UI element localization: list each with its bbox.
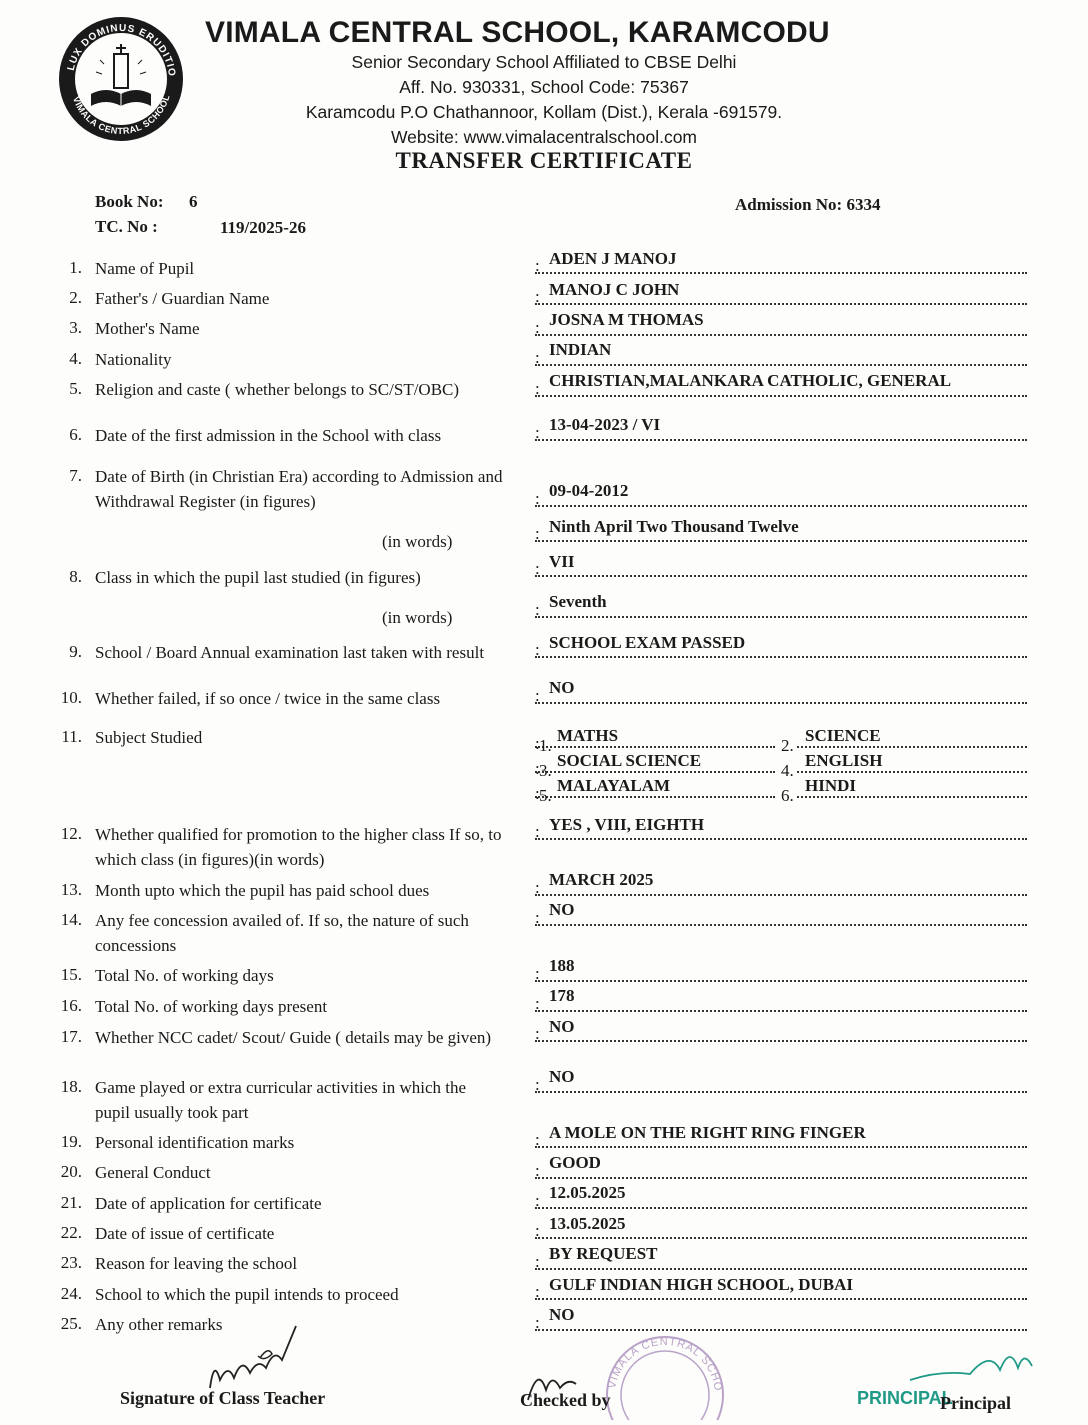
item-number: 11. (61, 727, 82, 746)
subject-name: SCIENCE (805, 726, 881, 745)
item-value-line: : (535, 816, 1027, 840)
item-value-line: : (535, 1018, 1027, 1042)
item-label: Name of Pupil (95, 259, 195, 278)
item-value-line: : (535, 342, 1027, 366)
item-label: Whether failed, if so once / twice in the same class (95, 689, 441, 708)
item-number: 4. (69, 349, 82, 368)
item-value: JOSNA M THOMAS (549, 310, 704, 329)
subject-number: 6. (781, 786, 794, 805)
item-number: 7. (69, 466, 82, 485)
item-value: MANOJ C JOHN (549, 280, 680, 299)
principal-label: Principal (940, 1393, 1011, 1413)
item-value: NO (549, 1017, 575, 1036)
subject-number: 2. (781, 736, 794, 755)
subject-number: 1. (539, 736, 552, 755)
tc-label: TC. No : (95, 217, 158, 236)
item-number: 22. (60, 1223, 82, 1242)
item-label: Nationality (95, 350, 172, 369)
item-value-line: : (535, 988, 1027, 1012)
subject-name: ENGLISH (805, 751, 883, 770)
item-number: 14. (60, 910, 82, 929)
item-value: VII (549, 552, 575, 571)
item-value: BY REQUEST (549, 1244, 658, 1263)
in-words-value-line: : (535, 518, 1027, 542)
item-label: Father's / Guardian Name (95, 289, 270, 308)
item-value-line: : (535, 1215, 1027, 1239)
school-seal-stamp (600, 1320, 730, 1425)
item-value-line: : (535, 553, 1027, 577)
in-words-value: Ninth April Two Thousand Twelve (549, 517, 799, 536)
item-value: 12.05.2025 (549, 1183, 626, 1202)
item-value-line: : (535, 1124, 1027, 1148)
item-label: Class in which the pupil last studied (in figures) (95, 568, 421, 587)
logo-motto: LUX DOMINUS ERUDITIO (65, 22, 178, 78)
subject-name: SOCIAL SCIENCE (557, 751, 702, 770)
item-label: Date of Birth (in Christian Era) according to Admission and Withdrawal Register (in figures) (95, 467, 503, 511)
subject-row-2: : 3. SOCIAL SCIENCE 4. ENGLISH (535, 751, 1027, 773)
item-number: 18. (60, 1077, 82, 1096)
codes-line: Aff. No. 930331, School Code: 75367 (399, 77, 689, 97)
item-value-line: : (535, 417, 1027, 441)
item-value-line: : (535, 1276, 1027, 1300)
item-value-line: : (535, 1185, 1027, 1209)
checked-by-label: Checked by (520, 1390, 611, 1410)
in-words-label: (in words) (382, 532, 453, 551)
item-number: 19. (60, 1132, 82, 1151)
affiliation-line: Senior Secondary School Affiliated to CBSE Delhi (351, 52, 737, 72)
book-value: 6 (189, 192, 198, 211)
subject-number: 5. (539, 786, 552, 805)
item-number: 6. (69, 425, 82, 444)
subject-row-3: : 5. MALAYALAM 6. HINDI (535, 776, 1027, 798)
item-value-line: : (535, 1246, 1027, 1270)
subject-name: MALAYALAM (557, 776, 671, 795)
item-number: 12. (60, 824, 82, 843)
item-value: YES , VIII, EIGHTH (549, 815, 705, 834)
item-value: MARCH 2025 (549, 870, 654, 889)
item-label: Subject Studied (95, 728, 203, 747)
item-value-line: : (535, 680, 1027, 704)
item-number: 3. (69, 318, 82, 337)
item-label: Whether qualified for promotion to the higher class If so, to which class (in figures)(in words) (95, 825, 502, 869)
item-value-line: : (535, 634, 1027, 658)
item-value: CHRISTIAN,MALANKARA CATHOLIC, GENERAL (549, 371, 952, 390)
subject-number: 4. (781, 761, 794, 780)
item-value: 178 (549, 986, 575, 1005)
item-value-line: : (535, 958, 1027, 982)
item-label: Game played or extra curricular activities in which the pupil usually took part (95, 1078, 467, 1122)
item-label: Date of issue of certificate (95, 1224, 275, 1243)
item-number: 17. (60, 1027, 82, 1046)
item-value: 13.05.2025 (549, 1214, 626, 1233)
item-value-line: : (535, 483, 1027, 507)
item-number: 24. (60, 1284, 82, 1303)
item-value-line: : (535, 281, 1027, 305)
item-value-line: : (535, 312, 1027, 336)
item-number: 8. (69, 567, 82, 586)
item-label: General Conduct (95, 1163, 211, 1182)
website-line: Website: www.vimalacentralschool.com (390, 127, 698, 147)
item-label: Religion and caste ( whether belongs to SC/ST/OBC) (95, 380, 460, 399)
item-number: 21. (60, 1193, 82, 1212)
item-number: 10. (60, 688, 82, 707)
item-label: Date of the first admission in the School with class (95, 426, 442, 445)
admission-number: Admission No: 6334 (735, 195, 881, 214)
item-label: Personal identification marks (95, 1133, 295, 1152)
in-words-label: (in words) (382, 608, 453, 627)
item-value: NO (549, 1305, 575, 1324)
item-value: 09-04-2012 (549, 481, 629, 500)
item-label: Any other remarks (95, 1315, 223, 1334)
item-label: Whether NCC cadet/ Scout/ Guide ( details may be given) (95, 1028, 492, 1047)
item-value-line: : (535, 1307, 1027, 1331)
item-value: INDIAN (549, 340, 612, 359)
subject-name: HINDI (805, 776, 857, 795)
item-label: School / Board Annual examination last taken with result (95, 643, 485, 662)
item-value: NO (549, 1067, 575, 1086)
item-number: 25. (60, 1314, 82, 1333)
item-number: 13. (60, 880, 82, 899)
svg-text:VIMALA CENTRAL SCHOOL (600, 1320, 724, 1392)
item-value-line: : (535, 250, 1027, 274)
item-value: A MOLE ON THE RIGHT RING FINGER (549, 1123, 866, 1142)
item-label: Month upto which the pupil has paid school dues (95, 881, 430, 900)
address-line: Karamcodu P.O Chathannoor, Kollam (Dist.), Kerala -691579. (305, 102, 783, 122)
item-label: Date of application for certificate (95, 1194, 322, 1213)
school-name: VIMALA CENTRAL SCHOOL, KARAMCODU (205, 16, 830, 49)
logo-text: VIMALA CENTRAL SCHOOL (70, 93, 172, 137)
item-value-line: : (535, 1155, 1027, 1179)
item-label: School to which the pupil intends to proceed (95, 1285, 399, 1304)
item-number: 20. (60, 1162, 82, 1181)
item-number: 23. (60, 1253, 82, 1272)
seal-text: VIMALA CENTRAL SCHO (606, 1335, 725, 1393)
book-label: Book No: (95, 192, 164, 211)
item-value: ADEN J MANOJ (549, 249, 677, 268)
item-value: 13-04-2023 / VI (549, 415, 661, 434)
item-value-line: : (535, 902, 1027, 926)
tc-value: 119/2025-26 (220, 218, 306, 237)
item-label: Mother's Name (95, 319, 200, 338)
item-label: Reason for leaving the school (95, 1254, 298, 1273)
item-label: Total No. of working days present (95, 997, 328, 1016)
subject-name: MATHS (557, 726, 619, 745)
item-number: 15. (60, 965, 82, 984)
item-value-line: : (535, 1069, 1027, 1093)
in-words-value-line: : (535, 594, 1027, 618)
class-teacher-signature-label: Signature of Class Teacher (120, 1388, 326, 1408)
document-title: TRANSFER CERTIFICATE (395, 148, 693, 173)
item-value: GOOD (549, 1153, 601, 1172)
item-value: 188 (549, 956, 575, 975)
item-value-line: : (535, 872, 1027, 896)
item-number: 16. (60, 996, 82, 1015)
item-label: Total No. of working days (95, 966, 274, 985)
item-value: NO (549, 678, 575, 697)
item-number: 5. (69, 379, 82, 398)
item-value-line: : (535, 373, 1027, 397)
subject-number: 3. (539, 761, 552, 780)
item-number: 9. (69, 642, 82, 661)
item-number: 1. (69, 258, 82, 277)
principal-stamp: PRINCIPAL (857, 1388, 953, 1408)
item-value: GULF INDIAN HIGH SCHOOL, DUBAI (549, 1275, 853, 1294)
item-label: Any fee concession availed of. If so, the nature of such concessions (95, 911, 469, 955)
item-value: NO (549, 900, 575, 919)
item-value: SCHOOL EXAM PASSED (549, 633, 746, 652)
item-number: 2. (69, 288, 82, 307)
in-words-value: Seventh (549, 592, 607, 611)
subject-row-1: : 1. MATHS 2. SCIENCE (535, 726, 1027, 748)
